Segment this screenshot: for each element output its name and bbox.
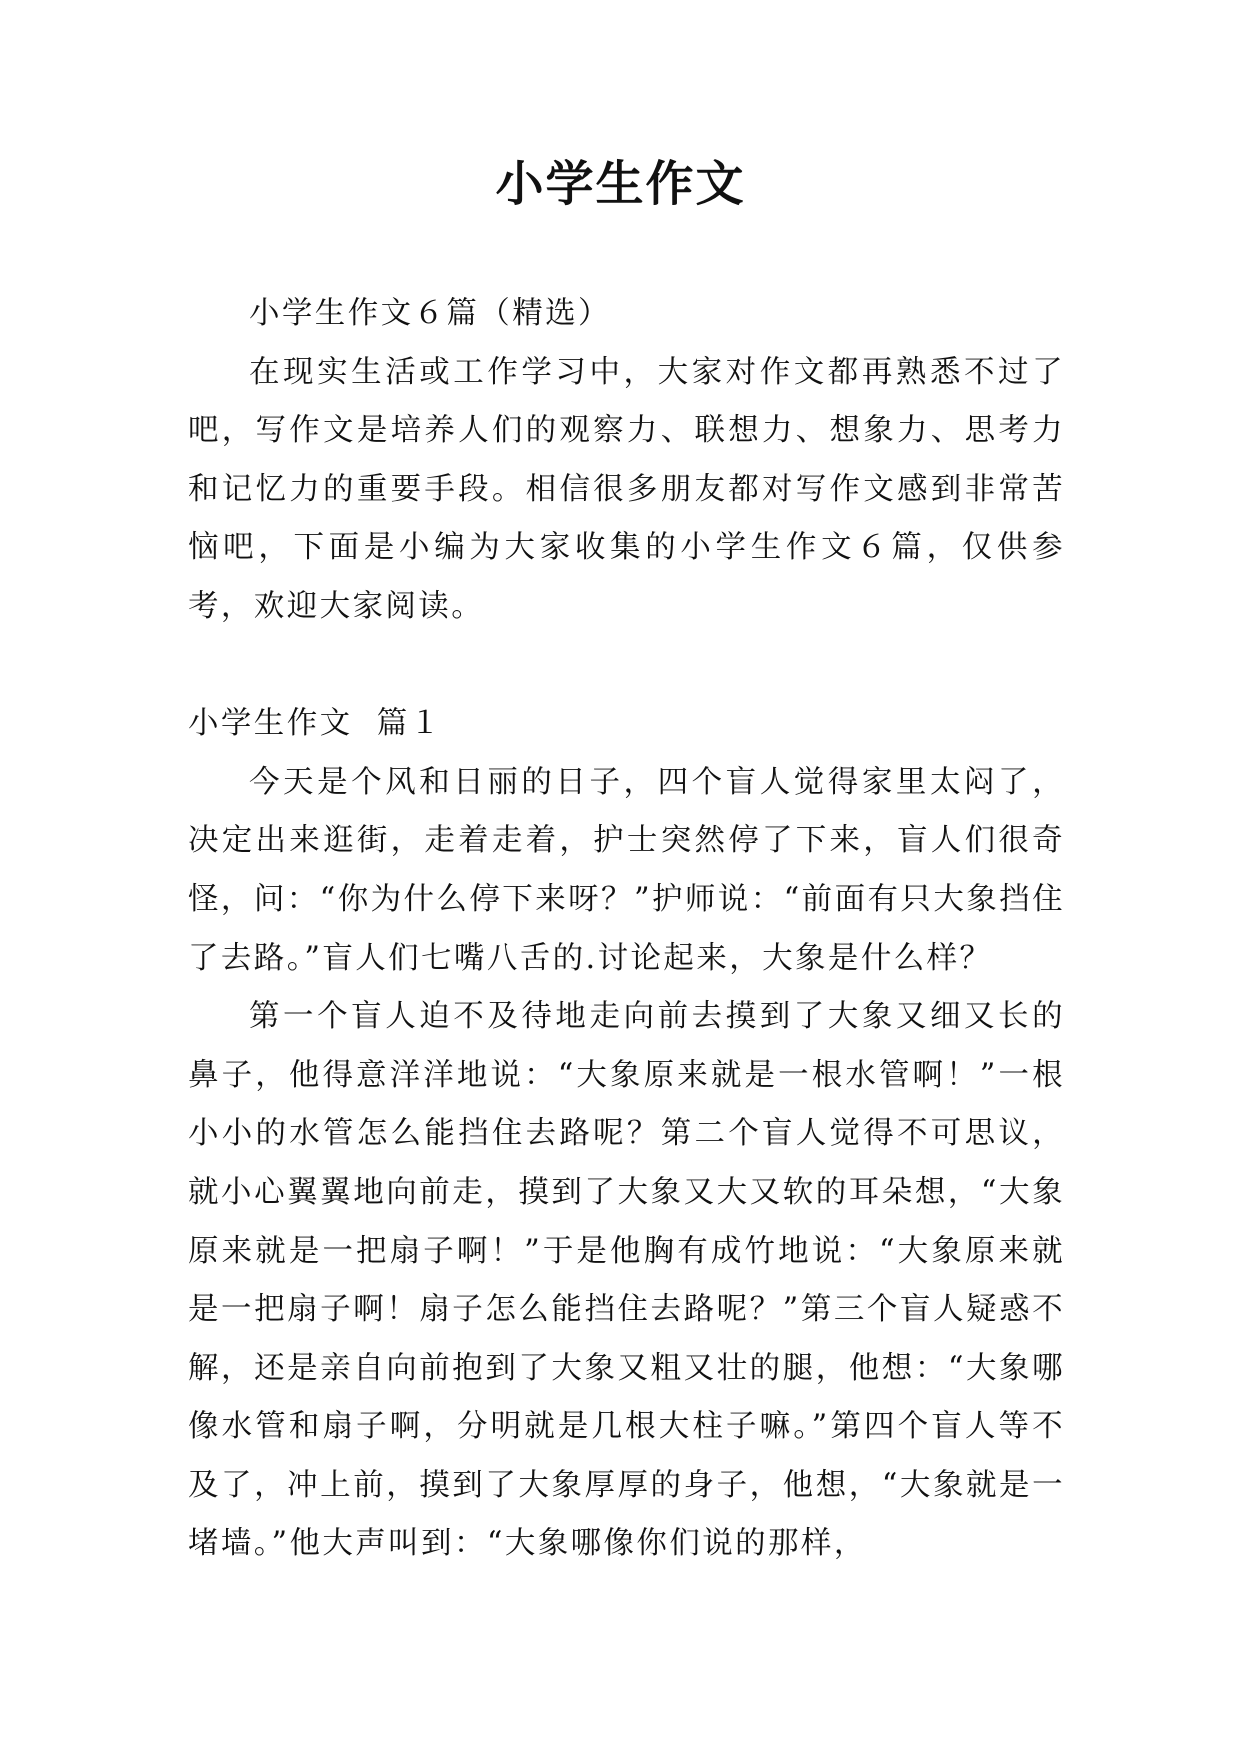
document-title: 小学生作文 <box>495 156 746 212</box>
intro-paragraph: 在现实生活或工作学习中，大家对作文都再熟悉不过了吧，写作文是培养人们的观察力、联想力、想象力、思考力和记忆力的重要手段。相信很多朋友都对写作文感到非常苦恼吧，下面是小编为大家收集的小学生作文６篇，仅供参考，欢迎大家阅读。 <box>188 354 1065 624</box>
intro-heading: 小学生作文６篇（精选） <box>249 296 611 331</box>
document-body <box>188 285 1065 1574</box>
paragraph-spacer <box>188 637 1065 696</box>
story-paragraph-1: 今天是个风和日丽的日子，四个盲人觉得家里太闷了，决定出来逛街，走着走着，护士突然停了下来，盲人们很奇怪，问：“你为什么停下来呀？”护师说：“前面有只大象挡住了去路。”盲人们七嘴八舌的.讨论起来，大象是什么样？ <box>188 764 1065 976</box>
section-heading: 小学生作文 篇１ <box>188 706 443 742</box>
story-paragraph-2: 第一个盲人迫不及待地走向前去摸到了大象又细又长的鼻子，他得意洋洋地说：“大象原来就是一根水管啊！”一根小小的水管怎么能挡住去路呢？第二个盲人觉得不可思议，就小心翼翼地向前走，摸到了大象又大又软的耳朵想，“大象原来就是一把扇子啊！”于是他胸有成竹地说：“大象原来就是一把扇子啊！扇子怎么能挡住去路呢？”第三个盲人疑惑不解，还是亲自向前抱到了大象又粗又壮的腿，他想：“大象哪像水管和扇子啊，分明就是几根大柱子嘛。”第四个盲人等不及了，冲上前，摸到了大象厚厚的身子，他想，“大象就是一堵墙。”他大声叫到：“大象哪像你们说的那样， <box>188 999 1065 1562</box>
